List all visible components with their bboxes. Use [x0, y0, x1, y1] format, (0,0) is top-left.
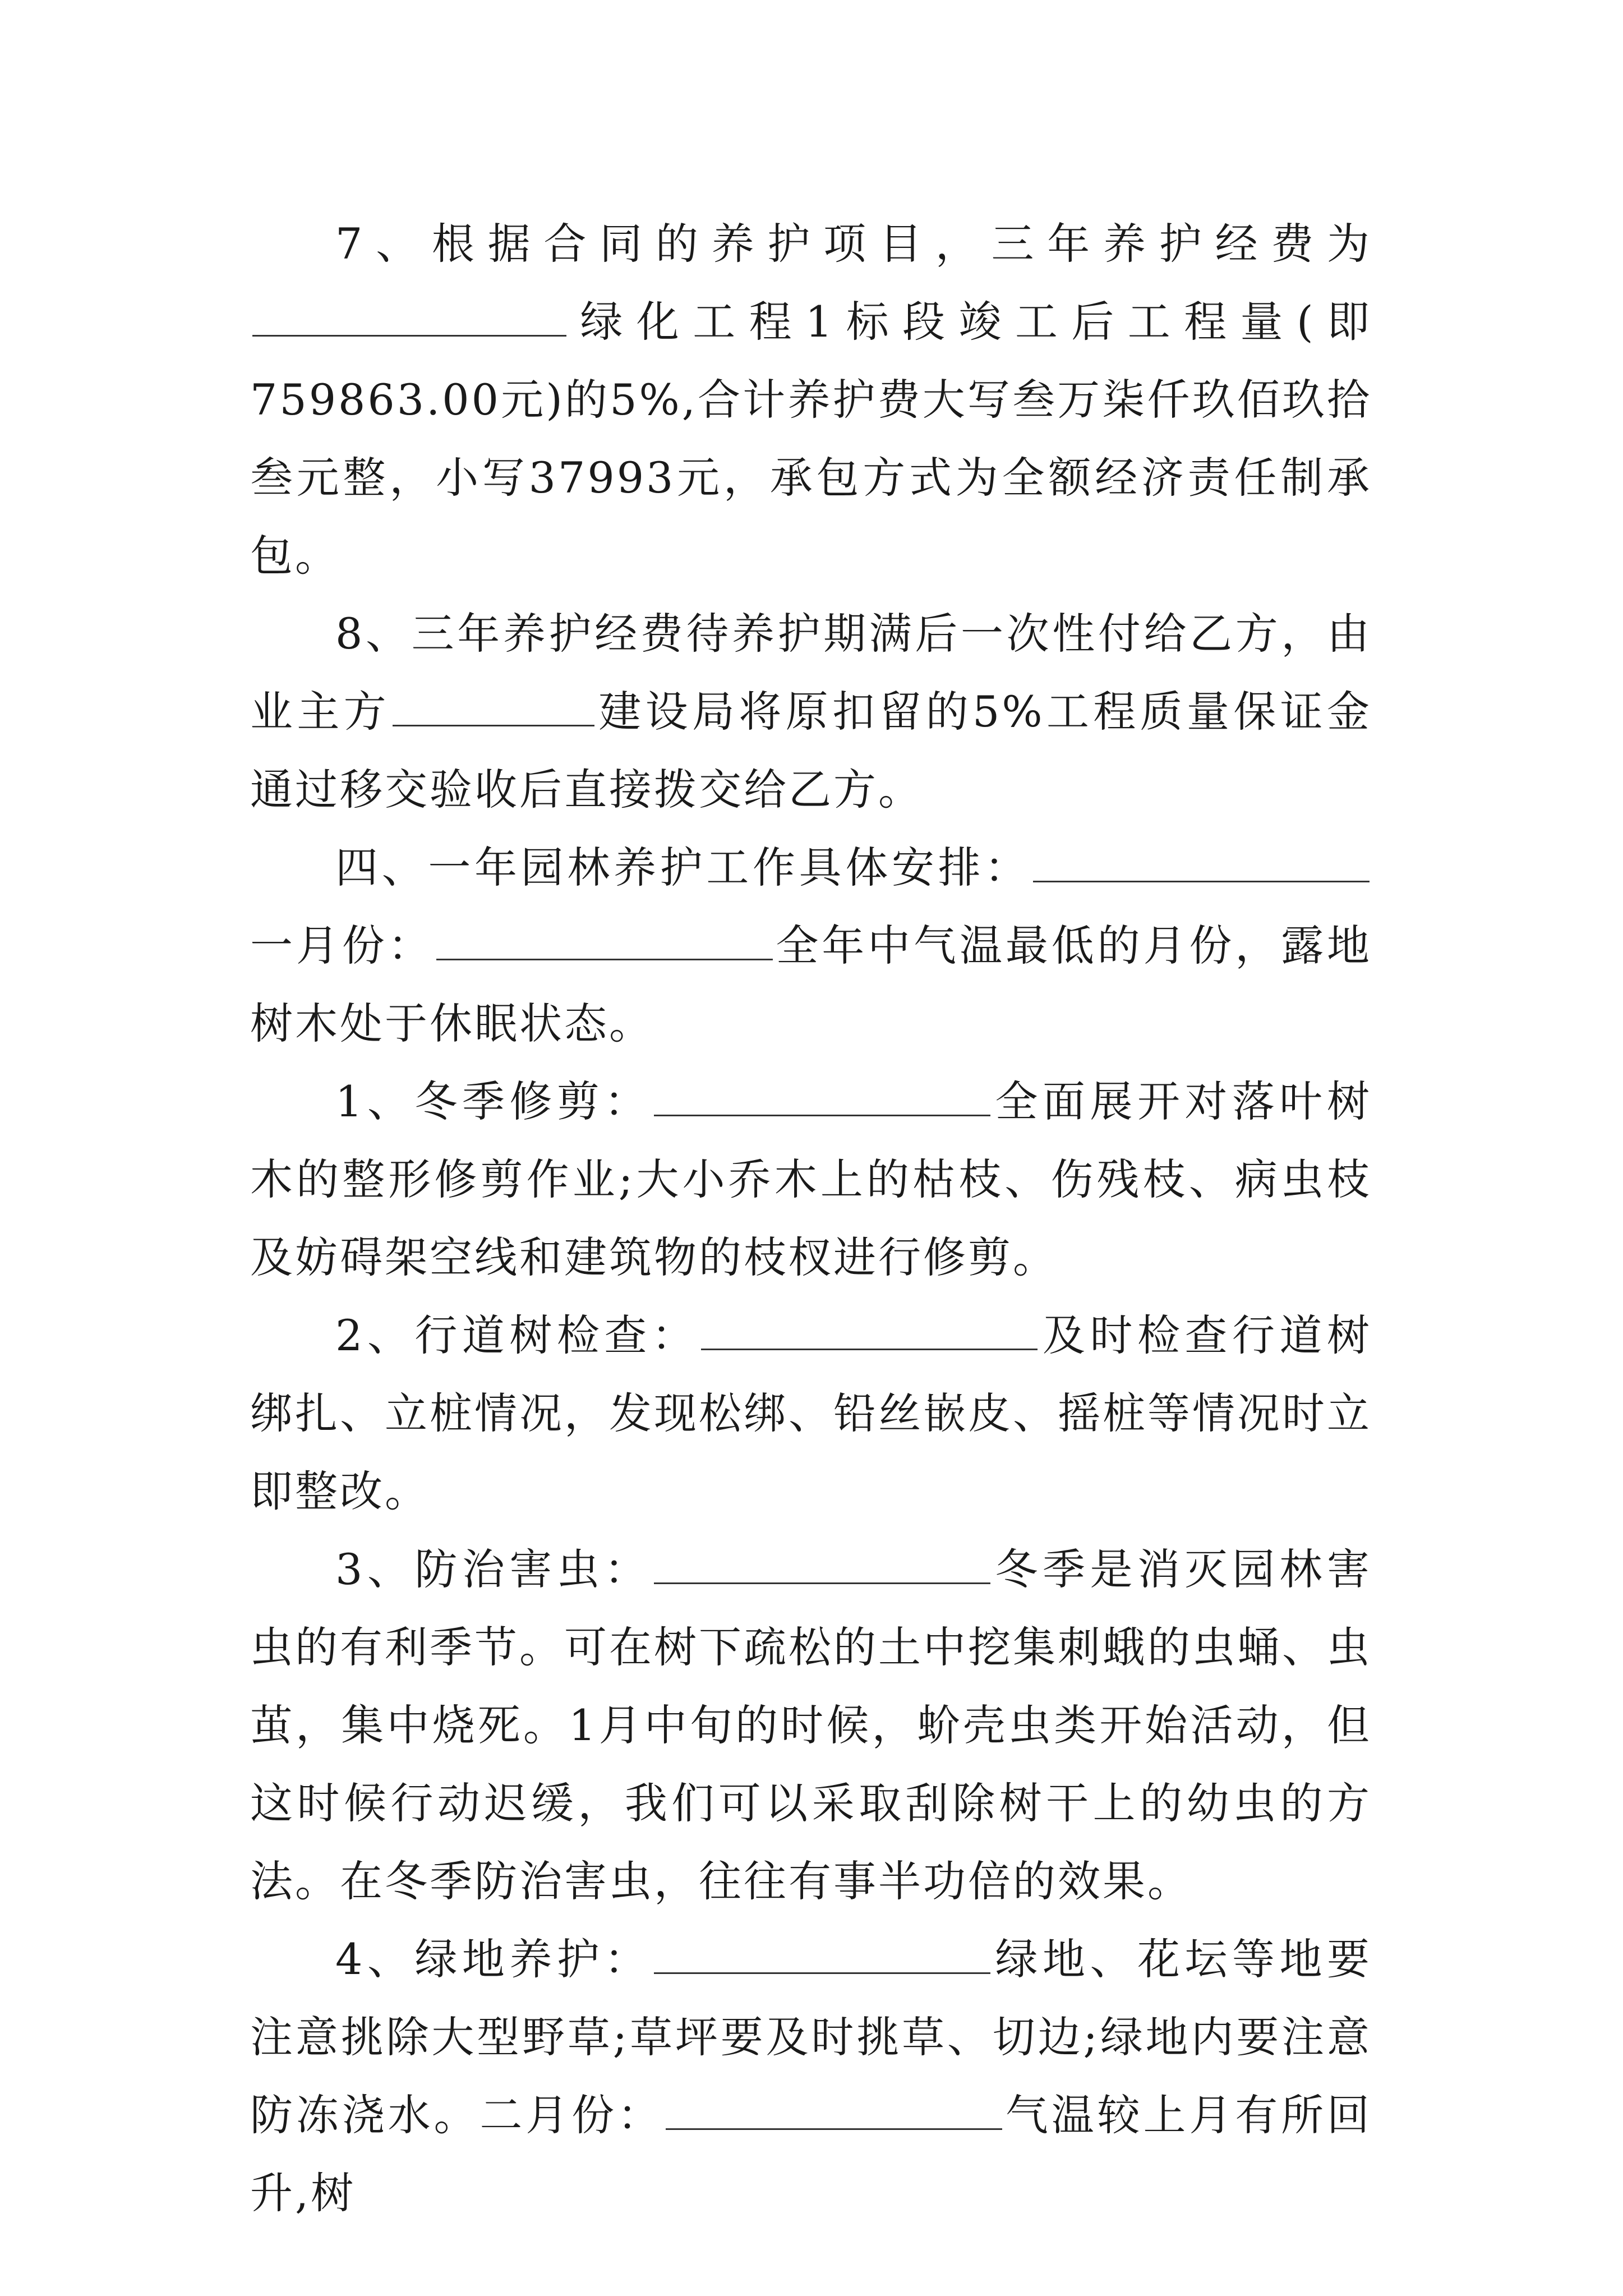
paragraph-text: 全面展开对落叶树木的整形修剪作业;大小乔木上的枯枝、伤残枝、病虫枝及妨碍架空线和建筑物的枝杈进行修剪。 — [250, 1076, 1372, 1282]
paragraph-text: 4、绿地养护： — [335, 1934, 652, 1984]
blank-winter-pruning — [654, 1073, 990, 1116]
blank-owner — [393, 683, 594, 726]
paragraph-text: 气温较上月有所回升,树 — [250, 2090, 1372, 2218]
blank-arrangement — [1033, 839, 1370, 882]
blank-greenland-care — [654, 1931, 990, 1974]
paragraph-text: 2、行道树检查： — [335, 1310, 699, 1360]
paragraph-text: 及时检查行道树绑扎、立桩情况，发现松绑、铅丝嵌皮、摇桩等情况时立即整改。 — [250, 1310, 1372, 1516]
blank-maintenance-fee — [252, 293, 566, 337]
paragraph-text: 四、一年园林养护工作具体安排： — [335, 843, 1031, 892]
blank-february — [666, 2087, 1002, 2130]
paragraph-p-3 — [250, 1530, 1372, 1920]
paragraph-text: 冬季是消灭园林害虫的有利季节。可在树下疏松的土中挖集刺蛾的虫蛹、虫茧，集中烧死。1月中旬的时候，蚧壳虫类开始活动，但这时候行动迟缓，我们可以采取刮除树干上的幼虫的方法。在冬季防治害虫，往往有事半功倍的效果。 — [250, 1544, 1372, 1906]
paragraph-p-4 — [250, 1920, 1372, 2232]
paragraph-p-four — [250, 829, 1372, 1062]
paragraph-text: 3、防治害虫： — [335, 1544, 652, 1594]
document-body — [250, 205, 1372, 2232]
blank-street-tree-check — [701, 1307, 1038, 1350]
paragraph-text: 建设局将原扣留的5%工程质量保证金通过移交验收后直接拨交给乙方。 — [250, 687, 1372, 815]
blank-january — [436, 917, 773, 960]
paragraph-p7 — [250, 205, 1372, 595]
paragraph-text: 1、冬季修剪： — [335, 1076, 652, 1126]
paragraph-text: 全年中气温最低的月份，露地树木处于休眠状态。 — [250, 921, 1372, 1048]
paragraph-p8 — [250, 595, 1372, 829]
paragraph-p-1 — [250, 1062, 1372, 1296]
blank-pest-control — [654, 1541, 990, 1584]
paragraph-text: 7、根据合同的养护项目，三年养护经费为 — [335, 219, 1372, 269]
paragraph-text: 8、三年养护经费待养护期满后一次性付给乙方，由业主方 — [250, 609, 1372, 737]
paragraph-text: 绿化工程1标段竣工后工程量(即759863.00元)的5%,合计养护费大写叁万柒仟玖佰玖拾叁元整，小写37993元，承包方式为全额经济责任制承包。 — [250, 297, 1372, 581]
paragraph-p-2 — [250, 1296, 1372, 1530]
paragraph-text: 绿地、花坛等地要注意挑除大型野草;草坪要及时挑草、切边;绿地内要注意防冻浇水。二月份： — [250, 1934, 1372, 2140]
paragraph-text: 一月份： — [250, 921, 434, 970]
